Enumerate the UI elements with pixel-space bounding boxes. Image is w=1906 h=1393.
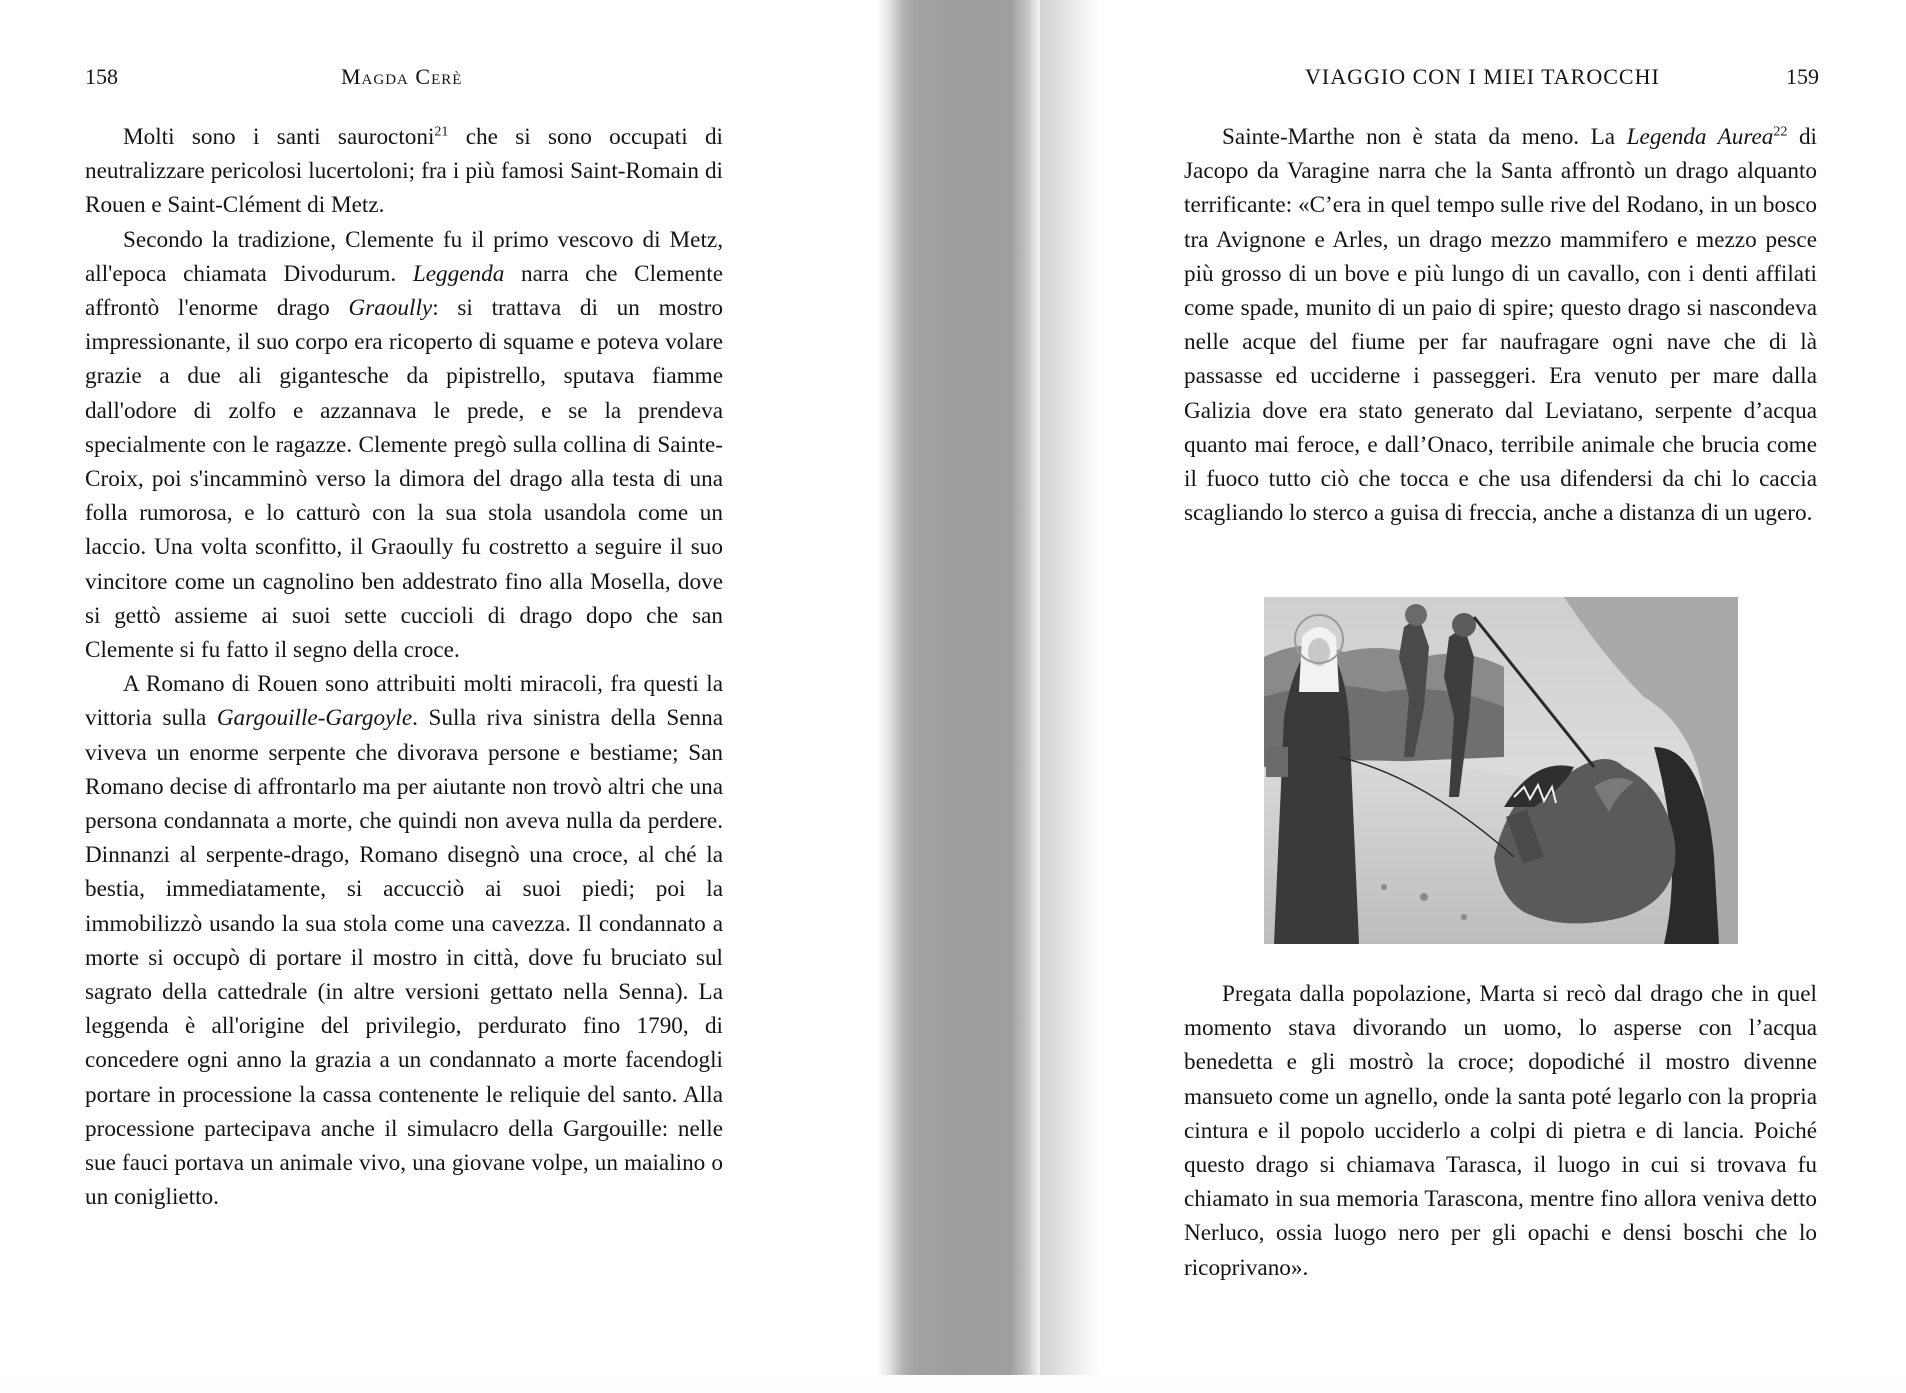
- italic-term: Legenda Aurea: [1626, 124, 1774, 150]
- text-run: . Sulla riva sinistra della Senna viveva un enorme serpente che divorava persone e bestiame; San Romano decise di affrontarlo ma per aiutante non trovò altri che una persona condannata a morte, che quindi non aveva nulla da perdere. Dinnanzi al serpente-drago, Romano disegnò una croce, al ché la bestia, immediatamente, si accucciò ai suoi piedi; poi la immobilizzò usando la sua stola come una cavezza. Il condannato a morte si occupò di portare il mostro in città, dove fu bruciato sul sagrato della cattedrale (in altre versioni gettato nella Senna). La leggenda è all'origine del privilegio, perdurato fino 1790, di concedere ogni anno la grazia a un condannato a morte facendogli portare in processione la cassa contenente le reliquie del santo. Alla processione partecipava anche il simulacro della Gargouille: nelle sue fauci portava un animale vivo, una giovane volpe, un maialino o un coniglietto.: [85, 705, 723, 1211]
- right-paragraph-1: [1184, 120, 1817, 530]
- left-page-number: 158: [85, 64, 118, 89]
- text-run: : si trattava di un mostro impressionante, il suo corpo era ricoperto di squame e poteva volare grazie a due ali gigantesche da pipistrello, sputava fiamme dall'odore di zolfo e azzannava le prede, e se la prendeva specialmente con le ragazze. Clemente pregò sulla collina di Sainte-Croix, poi s'incamminò verso la dimora del drago alla testa di una folla rumorosa, e lo catturò con la sua stola usandola come un laccio. Una volta sconfitto, il Graoully fu costretto a seguire il suo vincitore come un cagnolino ben addestrato fino alla Mosella, dove si gettò assieme ai suoi sette cuccioli di drago dopo che san Clemente si fu fatto il segno della croce.: [85, 295, 723, 664]
- right-running-head: VIAGGIO CON I MIEI TAROCCHI: [1305, 64, 1660, 89]
- attacker-1-head: [1452, 613, 1476, 637]
- attacker-2-head: [1405, 604, 1427, 626]
- italic-term: Gargouille-Gargoyle: [216, 705, 413, 732]
- left-running-head-text: Magda Cerè: [341, 64, 463, 89]
- page-edge-shadow: [1040, 0, 1100, 1393]
- left-page-body: [85, 120, 723, 1215]
- left-paragraph-1: [85, 120, 723, 223]
- left-paragraph-2: [85, 223, 723, 668]
- saint-martha-dragon-illustration: [1264, 597, 1738, 944]
- italic-term: Leggenda: [412, 260, 505, 287]
- illustration-artwork: [1264, 597, 1738, 944]
- stone: [1461, 914, 1467, 920]
- stone: [1420, 893, 1428, 901]
- book-gutter: [877, 0, 1040, 1393]
- right-page-number: 159: [1786, 64, 1819, 89]
- footnote-ref: 22: [1773, 124, 1788, 140]
- right-paragraph-2: Pregata dalla popolazione, Marta si recò dal drago che in quel momento stava divorando un uomo, lo asperse con l’acqua benedetta e gli mostrò la croce; dopodiché il mostro divenne mansueto come un agnello, onde la santa poté legarlo con la propria cintura e il popolo ucciderlo a colpi di pietra e di lancia. Poiché questo drago si chiamava Tarasca, il luogo in cui si trovava fu chiamato in sua memoria Tarascona, mentre fino allora veniva detto Nerluco, ossia luogo nero per gli opachi e densi boschi che lo ricoprivano».: [1184, 981, 1817, 1281]
- text-run: Molti sono i santi sauroctoni: [123, 124, 435, 150]
- right-page-body-top: [1184, 120, 1817, 530]
- holy-water-bucket: [1266, 747, 1288, 777]
- text-run: che si sono occupati di neutralizzare pericolosi lucertoloni; fra i più famosi Saint-Romain di Rouen e Saint-Clément di Metz.: [85, 124, 724, 219]
- left-running-head: [341, 62, 462, 92]
- text-run: narra che Clemente affrontò l'enorme drago: [85, 260, 724, 322]
- footnote-ref: 21: [434, 124, 449, 140]
- right-page-body-bottom: [1184, 977, 1817, 1285]
- italic-term: Graoully: [348, 295, 433, 322]
- text-run: Secondo la tradizione, Clemente fu il primo vescovo di Metz, all'epoca chiamata Divodurum.: [85, 226, 723, 287]
- bottom-edge: [0, 1375, 1906, 1393]
- text-run: A Romano di Rouen sono attribuiti molti miracoli, fra questi la vittoria sulla: [85, 671, 723, 732]
- text-run: Sainte-Marthe non è stata da meno. La: [1222, 124, 1627, 150]
- stone: [1381, 884, 1387, 890]
- text-run: di Jacopo da Varagine narra che la Santa affrontò un drago alquanto terrificante: «C’era in quel tempo sulle rive del Rodano, in un bosco tra Avignone e Arles, un drago mezzo mammifero e mezzo pesce più grosso di un bove e più lungo di un cavallo, con i denti affilati come spade, munito di un paio di spire; questo drago si nascondeva nelle acque del fiume per far naufragare ogni nave che di là passasse ed ucciderne i passeggeri. Era venuto per mare dalla Galizia dove era stato generato dal Leviatano, serpente d’acqua quanto mai feroce, e dall’Onaco, terribile animale che brucia come il fuoco tutto ciò che tocca e che usa difendersi da chi lo caccia scagliando lo sterco a guisa di freccia, anche a distanza di un ugero.: [1184, 124, 1817, 527]
- left-paragraph-3: [85, 667, 723, 1214]
